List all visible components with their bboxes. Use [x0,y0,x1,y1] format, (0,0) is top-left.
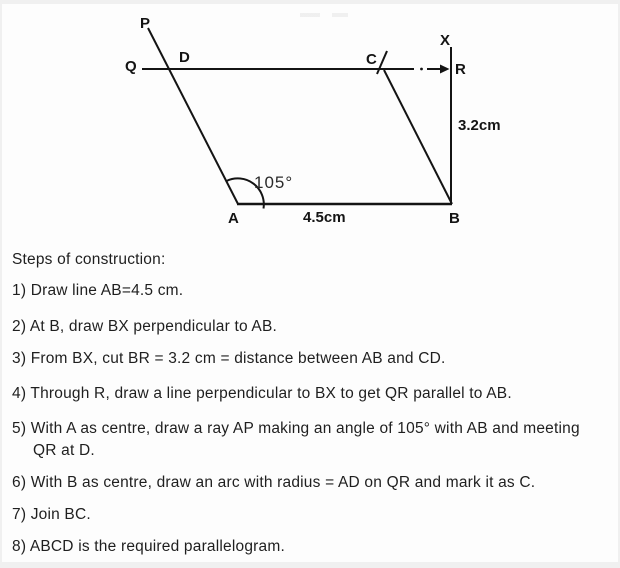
step-2: 2) At B, draw BX perpendicular to AB. [12,318,278,335]
label-point-D: D [179,49,190,66]
steps-title: Steps of construction: [12,251,166,268]
label-point-A: A [228,210,239,227]
step-1: 1) Draw line AB=4.5 cm. [12,282,184,299]
label-point-P: P [140,15,151,32]
label-length-AB: 4.5cm [303,209,346,226]
step-7: 7) Join BC. [12,506,91,523]
step-5-continuation: QR at D. [33,442,95,459]
label-point-Q: Q [125,58,137,75]
step-3: 3) From BX, cut BR = 3.2 cm = distance between AB and CD. [12,350,446,367]
label-length-BR: 3.2cm [458,117,501,134]
label-angle-105: 105° [254,173,294,192]
step-5: 5) With A as centre, draw a ray AP making an angle of 105° with AB and meeting [12,420,580,437]
label-point-R: R [455,61,466,78]
step-8: 8) ABCD is the required parallelogram. [12,538,285,555]
label-point-C: C [366,51,377,68]
step-6: 6) With B as centre, draw an arc with radius = AD on QR and mark it as C. [12,474,536,491]
label-point-B: B [449,210,460,227]
label-point-X: X [440,32,451,49]
step-4: 4) Through R, draw a line perpendicular to BX to get QR parallel to AB. [12,385,512,402]
